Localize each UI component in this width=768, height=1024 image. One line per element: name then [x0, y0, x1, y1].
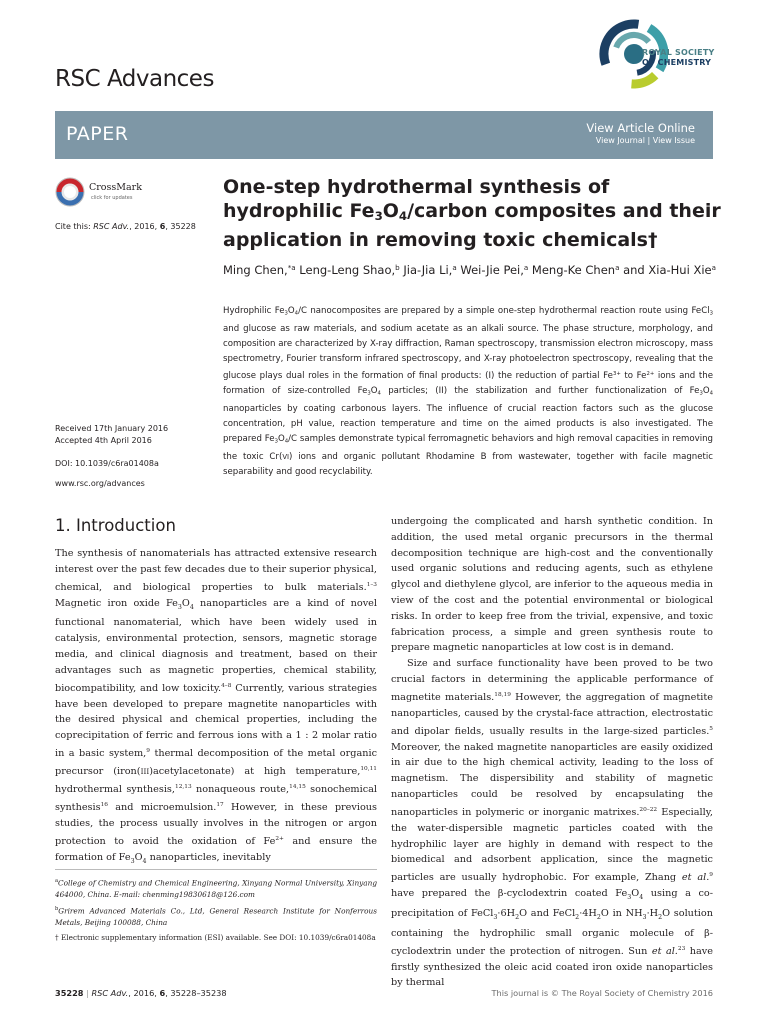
abstract-subscript: 3: [274, 438, 278, 445]
abstract-text: nanoparticles by coating carbonous layers. The influence of crucial reaction factors such as the glucose concentration, pH value, reaction temperature and time on the aimed products is also investigated. The prepared Fe: [223, 403, 713, 445]
abstract-subscript: 4: [709, 390, 713, 397]
abstract-smallcaps: VI: [282, 452, 290, 461]
footer-separator: |: [83, 988, 92, 998]
accepted-date: Accepted 4th April 2016: [55, 436, 152, 445]
abstract-text: /C samples demonstrate typical ferromagnetic behaviors and high removal capacities in removing the toxic Cr(: [223, 434, 713, 462]
author-affiliation-mark: b: [395, 263, 400, 272]
footnote-affiliation-a: $^a$College of Chemistry and Chemical Engineering, Xinyang Normal University, Xinyang 464000, China. E-mail: chenming19830618@126.com: [55, 878, 377, 900]
footer-year: , 2016,: [128, 988, 160, 998]
body-paragraph: The synthesis of nanomaterials has attracted extensive research interest over the past few decades due to their superior physical, chemical, and biological properties to bulk materials.$^{1-3}$ Magnetic iron oxide $Fe_3O_4$ nanoparticles are a kind of novel functional nanomaterial, which have been widely used in catalysis, environmental protection, sensors, magnetic storage media, and clinical diagnosis and treatment, based on their advantages such as magnetic properties, chemical stability, biocompatibility, and low toxicity.$^{4-8}$ Currently, various strategies have been developed to prepare magnetite nanoparticles with the desired physical and chemical properties, including the coprecipitation of ferric and ferrous ions with a 1 : 2 molar ratio in a basic system,$^9$ thermal decomposition of the metal organic precursor (iron(III)acetylacetonate) at high temperature,$^{10,11}$ hydrothermal synthesis,$^{12,13}$ nonaqueous route,$^{14,15}$ sonochemical synthesis$^{16}$ and microemulsion.$^{17}$ However, in these previous studies, the process usually involves in the nitrogen or argon protection to avoid the oxidation of $Fe^{2+}$ and ensure the formation of $Fe_3O_4$ nanoparticles, inevitably: [55, 548, 378, 865]
body-column-right: [391, 514, 713, 991]
cite-year: , 2016,: [129, 222, 160, 231]
abstract-subscript: 4: [284, 438, 289, 445]
abstract-superscript: 3+: [612, 371, 621, 378]
article-title: [223, 175, 723, 252]
abstract-subscript: 3: [709, 310, 713, 317]
abstract: [223, 304, 713, 480]
abstract-text: Hydrophilic Fe: [223, 306, 285, 316]
abstract-text: and glucose as raw materials, and sodium acetate as an alkali source. The phase structure, morphology, and composition are characterized by X-ray diffraction, Raman spectroscopy, transmission electron microscopy, mass spectrometry, Fourier transform infrared spectroscopy, and X-ray photoelectron spectroscopy, revealing that the glucose plays dual roles in the formation of final products: (I) the reduction of partial Fe: [223, 323, 713, 382]
view-online-block: [586, 121, 695, 147]
abstract-text: O: [287, 306, 295, 316]
author-name: Ming Chen,: [223, 262, 288, 277]
abstract-text: to Fe: [620, 371, 647, 382]
abstract-subscript: 3: [699, 390, 703, 397]
abstract-text: ) ions and organic pollutant Rhodamine B from wastewater, together with facile magnetic separability and good recyclability.: [223, 451, 714, 477]
body-column-left: [55, 546, 377, 870]
footer-page-range: , 35228–35238: [165, 988, 227, 998]
abstract-text: O: [370, 386, 378, 397]
page-number: 35228: [55, 988, 84, 998]
footnote-esi: † Electronic supplementary information (ESI) available. See DOI: 10.1039/c6ra01408a: [55, 933, 376, 943]
copyright-notice: This journal is © The Royal Society of Chemistry 2016: [491, 988, 713, 998]
footnote-divider: [55, 869, 377, 870]
abstract-subscript: 4: [377, 390, 381, 397]
crossmark-icon: [55, 177, 85, 207]
abstract-subscript: 3: [284, 310, 288, 317]
cite-prefix: Cite this:: [55, 222, 91, 231]
author-list: [223, 259, 723, 279]
journal-name: RSC Advances: [55, 66, 214, 92]
citation: [55, 222, 196, 231]
logo-line-1: ROYAL SOCIETY: [642, 48, 715, 57]
author-affiliation-mark: a: [452, 263, 457, 272]
author-name: Leng-Leng Shao,: [295, 262, 396, 277]
abstract-text: O: [277, 434, 285, 445]
article-type-label: PAPER: [66, 123, 129, 145]
author-affiliation-mark: a: [523, 263, 529, 272]
abstract-text: ions and the formation of size-controlled Fe: [223, 371, 713, 397]
body-paragraph: Size and surface functionality have been proved to be two crucial factors in determining the applicable performance of magnetite materials.$^{18,19}$ However, the aggregation of magnetite nanoparticles, caused by the crystal-face attraction, electrostatic and dipolar fields, usually results in the large-sized particles.$^5$ Moreover, the naked magnetite nanoparticles are easily oxidized in air due to the high chemical activity, leading to the loss of magnetism. The dispersibility and stability of magnetic nanoparticles could be resolved by encapsulating the nanoparticles in polymeric or inorganic matrixes.$^{20-22}$ Especially, the water-dispersible magnetic particles coated with the hydrophilic layer are highly in demand with respect to the biomedical and adsorbent application, since the magnetic particles are usually hydrophobic. For example, Zhang et al.$^9$ have prepared the β-cyclodextrin coated $Fe_3O_4$ using a co-precipitation of $FeCl_3\cdot 6H_2O$ and $FeCl_2\cdot 4H_2O$ in $NH_3\cdot H_2O$ solution containing the hydrophilic small organic molecule of β-cyclodextrin under the protection of nitrogen. Sun et al.$^{23}$ have firstly synthesized the oleic acid coated iron oxide nanoparticles by thermal: [391, 658, 714, 989]
abstract-text: O: [702, 386, 710, 397]
author-name: and Xia-Hui Xie: [619, 262, 712, 277]
abstract-superscript: 2+: [646, 371, 655, 378]
footer-journal: RSC Adv.: [91, 988, 129, 998]
abstract-subscript: 3: [367, 390, 371, 397]
publisher-logo: [598, 18, 720, 90]
crossmark-badge[interactable]: [55, 175, 165, 211]
doi[interactable]: DOI: 10.1039/c6ra01408a: [55, 459, 159, 468]
view-article-online-link[interactable]: View Article Online: [586, 121, 695, 135]
cite-page: , 35228: [165, 222, 196, 231]
author-name: Jia-Jia Li,: [399, 262, 453, 277]
footnotes: [55, 876, 377, 947]
crossmark-label: CrossMark: [89, 182, 142, 193]
author-affiliation-mark: a: [711, 263, 716, 272]
footer-volume: 6: [159, 988, 166, 998]
abstract-subscript: 4: [294, 310, 299, 317]
author-name: Meng-Ke Chen: [528, 262, 616, 277]
logo-line-2: OF CHEMISTRY: [642, 58, 712, 67]
title-part-2: /carbon composites and their application in removing toxic chemicals†: [223, 200, 721, 251]
journal-url[interactable]: www.rsc.org/advances: [55, 479, 145, 488]
section-heading: 1. Introduction: [55, 516, 176, 535]
page-footer-left: [55, 988, 227, 998]
body-paragraph: undergoing the complicated and harsh synthetic condition. In addition, the used metal organic precursors in the thermal decomposition technique are high-cost and the conventionally used organic solutions and reducing agents, such as ethylene glycol and diethylene glycol, are inferior to the aqueous media in view of the cost and the potential environmental or biological risks. In order to keep free from the trivial, expensive, and toxic fabrication process, a simple and green synthesis route to prepare magnetic nanoparticles at low cost is in demand.: [391, 516, 713, 654]
abstract-text: particles; (II) the stabilization and further functionalization of Fe: [380, 386, 700, 397]
title-subscript-1: 3: [374, 208, 383, 223]
received-date: Received 17th January 2016: [55, 424, 169, 433]
abstract-text: /C nanocomposites are prepared by a simple one-step hydrothermal reaction route using FeCl: [298, 306, 710, 316]
title-subscript-2: 4: [398, 208, 408, 223]
title-part-1: One-step hydrothermal synthesis of hydrophilic Fe: [223, 176, 610, 222]
author-name: Wei-Jie Pei,: [456, 262, 524, 277]
author-affiliation-mark: a: [615, 263, 620, 272]
title-mid: O: [382, 200, 399, 222]
cite-volume: 6: [159, 222, 166, 231]
crossmark-sublabel: click for updates: [91, 195, 133, 201]
author-affiliation-mark: *a: [287, 263, 296, 272]
cite-journal: RSC Adv.: [93, 222, 130, 231]
view-journal-issue-links[interactable]: View Journal | View Issue: [595, 136, 695, 145]
footnote-affiliation-b: $^b$Grirem Advanced Materials Co., Ltd, General Research Institute for Nonferrous Metals, Beijing 100088, China: [55, 906, 377, 928]
